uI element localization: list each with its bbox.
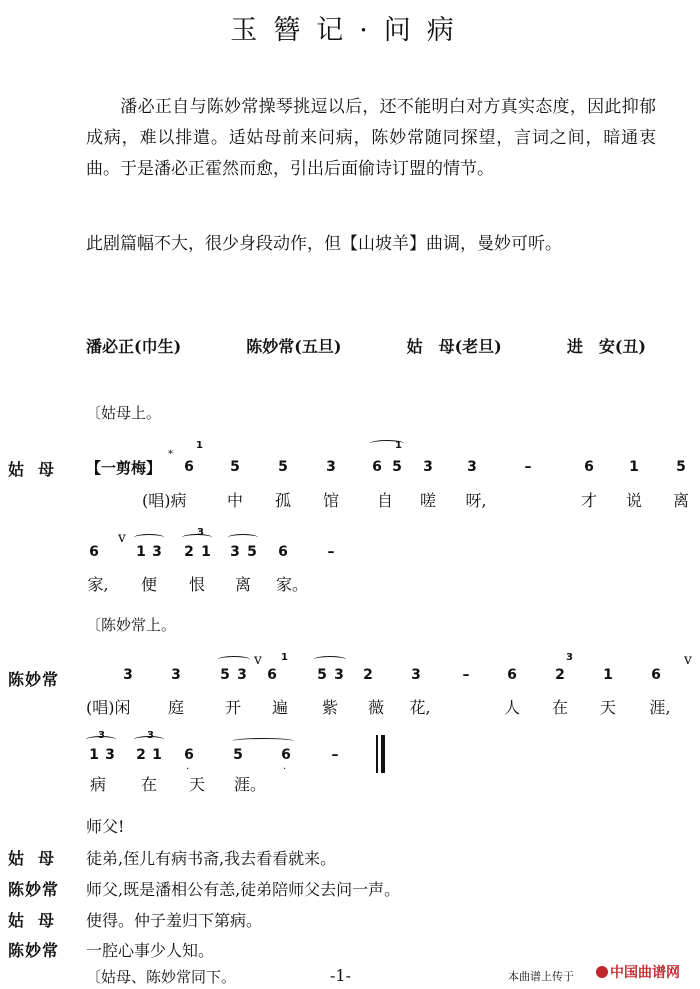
- page-title: 玉簪记·问病: [230, 15, 470, 46]
- dialogue-line: 师父,既是潘相公有恙,徒弟陪师父去问一声。: [86, 880, 401, 899]
- notation-line-2: [0, 544, 700, 566]
- grace-note: 3: [566, 652, 573, 663]
- lyric: 便: [140, 575, 157, 594]
- page-number: -1-: [330, 966, 351, 985]
- dialogue-line: 使得。仲子羞归下第病。: [86, 911, 263, 930]
- lyric: 说: [625, 491, 642, 510]
- note: 3: [334, 667, 344, 683]
- note: 5: [676, 459, 686, 475]
- logo-icon: [596, 966, 608, 978]
- lyric: 涯。: [234, 775, 267, 794]
- note: 5: [230, 459, 240, 475]
- note: 3: [105, 747, 115, 763]
- lyric: 在: [140, 775, 157, 794]
- note: 6: [184, 459, 194, 475]
- lyric: (唱)病: [142, 491, 187, 510]
- role-label: 陈妙常: [8, 941, 60, 960]
- note: 2: [136, 747, 146, 763]
- note: 3: [423, 459, 433, 475]
- note: 3: [230, 544, 240, 560]
- slur: [228, 534, 258, 541]
- cast-member: 陈妙常(五旦): [246, 337, 342, 356]
- dash: –: [462, 667, 470, 683]
- lyrics-line-3: [0, 695, 700, 717]
- lyric: 病: [89, 775, 106, 794]
- note: 3: [123, 667, 133, 683]
- note: 6: [372, 459, 382, 475]
- role-label: 姑母: [8, 849, 69, 868]
- lyric: 家。: [276, 575, 309, 594]
- note: 5: [247, 544, 257, 560]
- breath-mark: v: [684, 652, 692, 668]
- note: 5: [220, 667, 230, 683]
- note: 6: [584, 459, 594, 475]
- lyric: 才: [580, 491, 597, 510]
- grace-note: 1: [196, 440, 203, 451]
- lyric: 薇: [367, 698, 384, 717]
- lyric: 花,: [409, 698, 431, 717]
- grace-note: 1: [395, 440, 402, 451]
- notation-line-3: [0, 667, 700, 689]
- lyric: 遍: [271, 698, 288, 717]
- lyric: (唱)闲: [86, 698, 131, 717]
- cast-member: 姑 母(老旦): [406, 337, 502, 356]
- intro-paragraph-2: 此剧篇幅不大，很少身段动作，但【山坡羊】曲调，曼妙可听。: [86, 234, 562, 254]
- grace-note: 1: [281, 652, 288, 663]
- lyric: 恨: [188, 575, 205, 594]
- cast-list: [86, 334, 646, 357]
- cast-member: 潘必正(巾生): [86, 337, 182, 356]
- lyric: 涯,: [649, 698, 671, 717]
- notation-line-1: [0, 459, 700, 481]
- stage-direction: 〔姑母上。: [86, 404, 162, 422]
- note: 1: [152, 747, 162, 763]
- note: 1: [201, 544, 211, 560]
- note: 6: [651, 667, 661, 683]
- note: 3: [152, 544, 162, 560]
- lyric: 嗟: [419, 491, 436, 510]
- role-label: 姑母: [8, 911, 69, 930]
- lyric: 天: [188, 775, 205, 794]
- lyric: 庭: [167, 698, 184, 717]
- note: 2: [555, 667, 565, 683]
- slur: [134, 534, 164, 541]
- slur: [218, 656, 250, 663]
- slur: [314, 656, 346, 663]
- dialogue-line: 一腔心事少人知。: [86, 941, 215, 960]
- lyrics-line-1: [0, 488, 700, 510]
- note: 3: [326, 459, 336, 475]
- lyric: 紫: [321, 698, 338, 717]
- dialogue-line: 徒弟,侄儿有病书斋,我去看看就来。: [86, 849, 337, 868]
- grace-note: 3: [147, 730, 154, 741]
- note: 6: [281, 747, 291, 763]
- role-label: 姑母: [8, 460, 69, 479]
- footer-text: 本曲谱上传于: [508, 970, 574, 983]
- note: 6: [507, 667, 517, 683]
- dash: –: [331, 747, 339, 763]
- stage-direction: 〔姑母、陈妙常同下。: [86, 968, 237, 986]
- note: 3: [411, 667, 421, 683]
- breath-mark: v: [254, 652, 262, 668]
- lyric: 人: [503, 698, 520, 717]
- lyric: 自: [376, 491, 393, 510]
- note: 3: [171, 667, 181, 683]
- note: 2: [184, 544, 194, 560]
- lyric: 中: [226, 491, 243, 510]
- lyrics-line-4: [0, 772, 700, 794]
- barline-thin: [376, 735, 378, 773]
- lyric: 呀,: [465, 491, 487, 510]
- dialogue-line: 师父!: [86, 817, 125, 836]
- note: 2: [363, 667, 373, 683]
- dash: –: [327, 544, 335, 560]
- note: 6: [89, 544, 99, 560]
- tie: [232, 738, 294, 744]
- slur: [370, 440, 404, 447]
- breath-mark: v: [118, 530, 126, 546]
- role-label: 陈妙常: [8, 880, 60, 899]
- role-label: 陈妙常: [8, 670, 60, 689]
- stage-direction: 〔陈妙常上。: [86, 616, 177, 634]
- lyric: 离: [234, 575, 251, 594]
- lyric: 天: [599, 698, 616, 717]
- site-logo: 中国曲谱网: [596, 962, 680, 982]
- note: 1: [136, 544, 146, 560]
- cast-member: 进 安(丑): [566, 337, 646, 356]
- note: 5: [317, 667, 327, 683]
- low-octave-dot: ·: [283, 764, 287, 775]
- note: 3: [237, 667, 247, 683]
- note: 5: [233, 747, 243, 763]
- low-octave-dot: ·: [186, 764, 190, 775]
- lyric: 开: [224, 698, 241, 717]
- lyric: 馆: [322, 491, 339, 510]
- lyric: 离: [672, 491, 689, 510]
- note: 6: [267, 667, 277, 683]
- note: 6: [184, 747, 194, 763]
- tempo-mark: *: [168, 449, 173, 460]
- dash: –: [524, 459, 532, 475]
- intro-paragraph-1: 潘必正自与陈妙常操琴挑逗以后，还不能明白对方真实态度，因此抑郁成病，难以排遣。适姑母前来问病，陈妙常随同探望，言词之间，暗通衷曲。于是潘必正霍然而愈，引出后面偷诗订盟的情节。: [86, 97, 656, 179]
- note: 1: [89, 747, 99, 763]
- barline-thick: [381, 735, 385, 773]
- note: 1: [629, 459, 639, 475]
- note: 3: [467, 459, 477, 475]
- grace-note: 3: [98, 730, 105, 741]
- grace-note: 3: [197, 527, 204, 538]
- note: 6: [278, 544, 288, 560]
- qupai-label: 【一剪梅】: [86, 459, 162, 477]
- note: 5: [392, 459, 402, 475]
- lyrics-line-2: [0, 572, 700, 594]
- notation-line-4: [0, 747, 700, 769]
- lyric: 在: [551, 698, 568, 717]
- note: 1: [603, 667, 613, 683]
- lyric: 家,: [87, 575, 109, 594]
- lyric: 孤: [274, 491, 291, 510]
- note: 5: [278, 459, 288, 475]
